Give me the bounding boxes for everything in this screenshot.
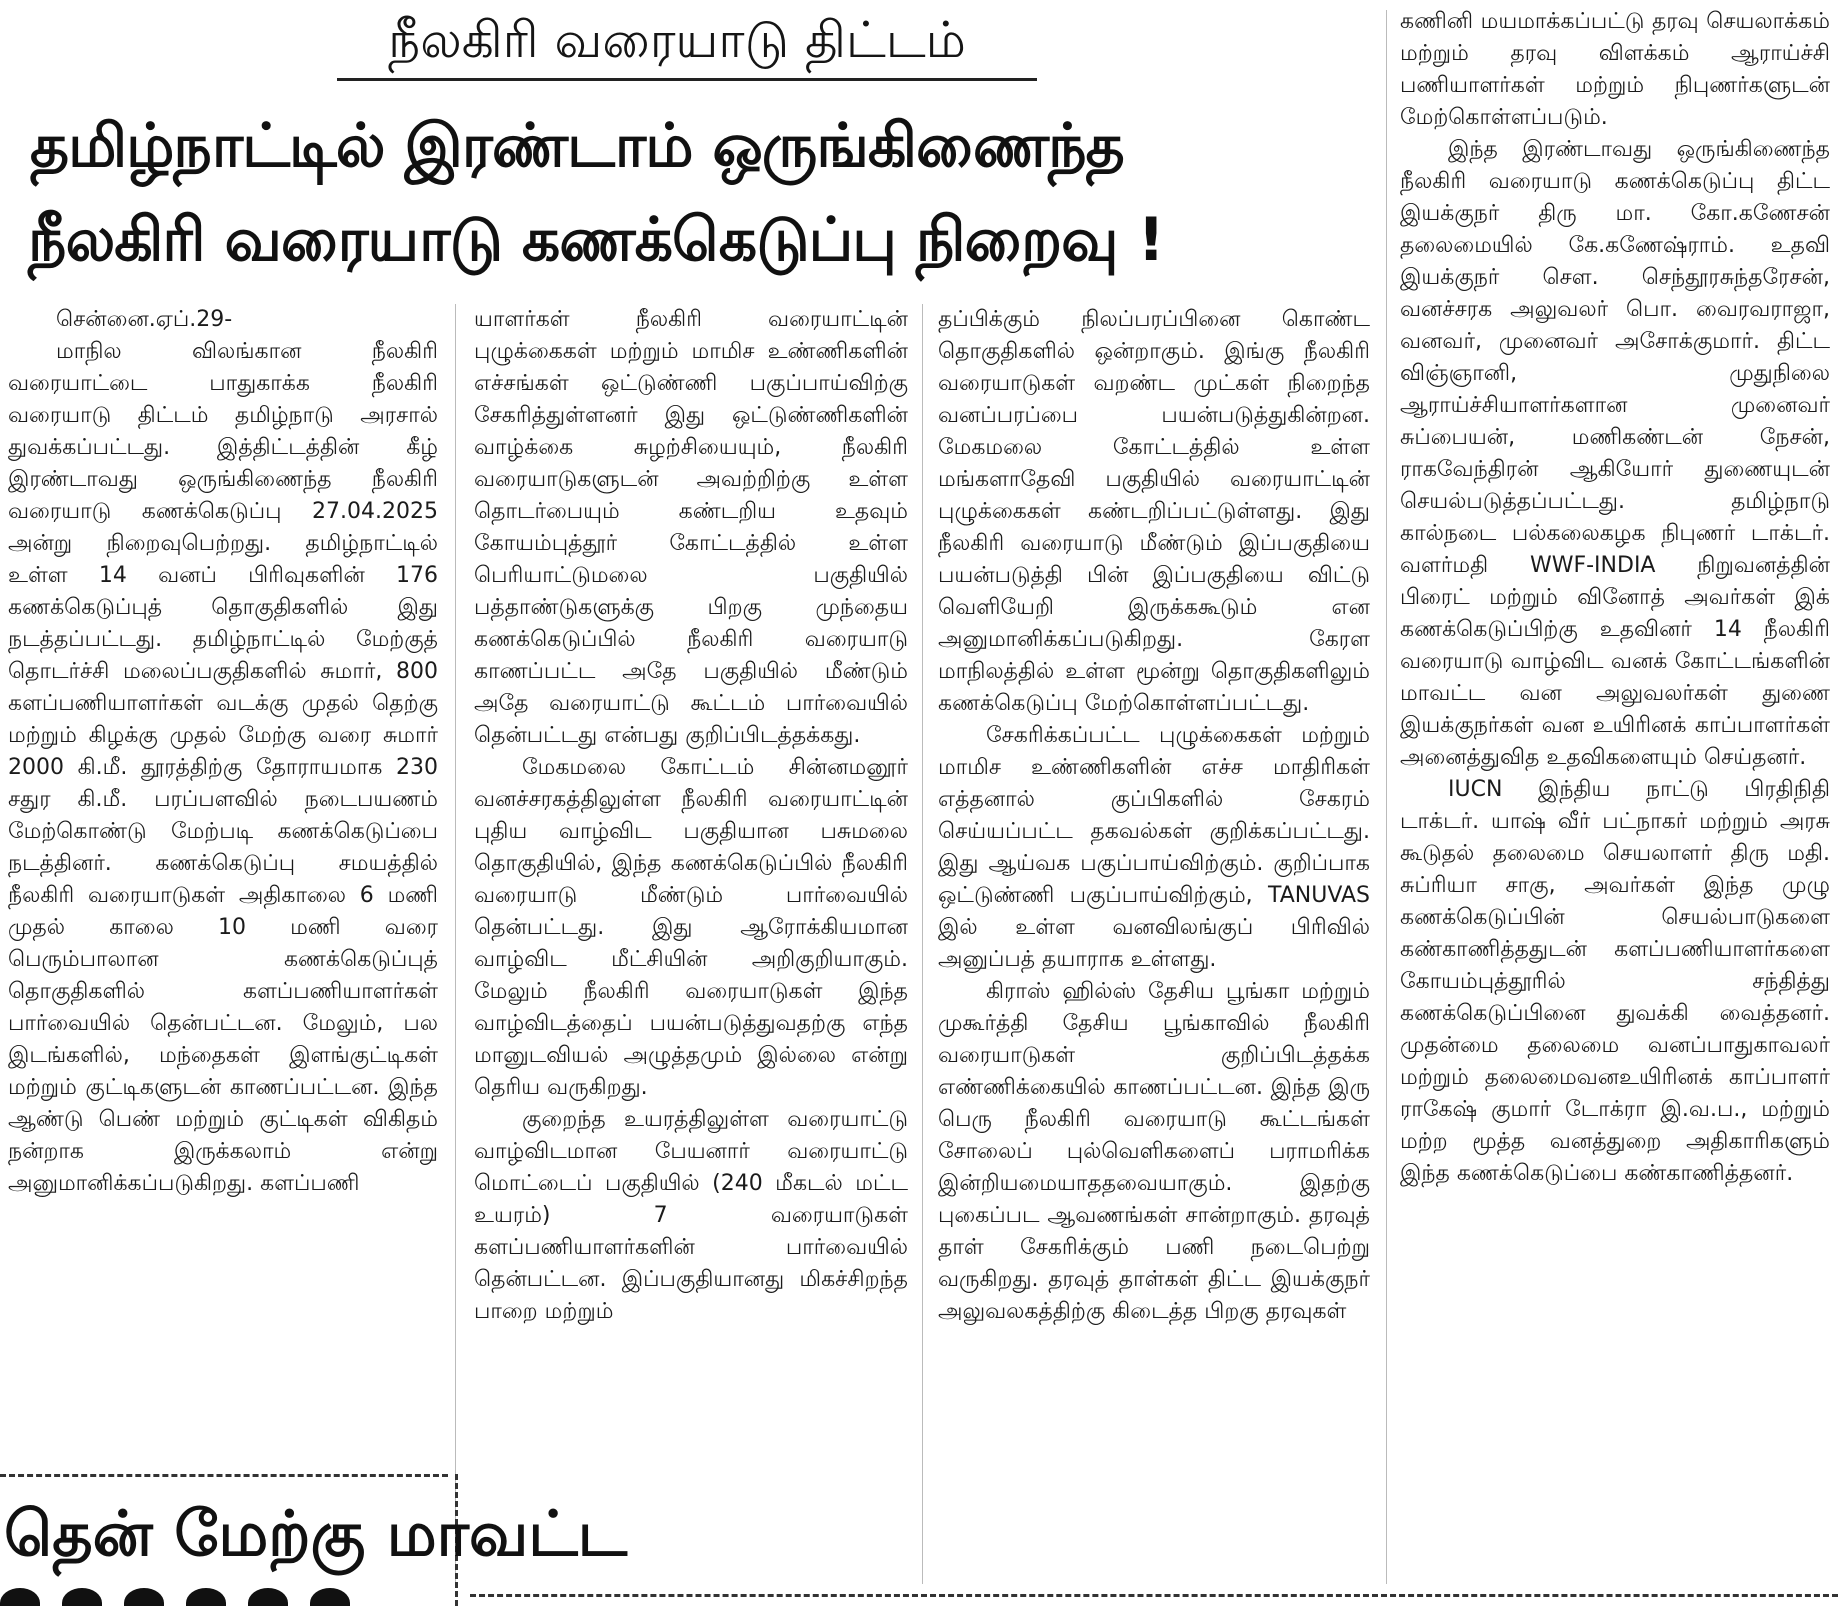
article-column-4 bbox=[1400, 6, 1830, 1590]
next-article-cropped-headline bbox=[0, 1588, 440, 1606]
headline-line-2: நீலகிரி வரையாடு கணக்கெடுப்பு நிறைவு ! bbox=[28, 205, 1164, 275]
article-kicker: நீலகிரி வரையாடு திட்டம் bbox=[388, 11, 966, 69]
column-separator bbox=[455, 304, 456, 1584]
kicker-underline bbox=[337, 78, 1037, 81]
article-column-3 bbox=[938, 304, 1370, 1590]
dateline: சென்னை.ஏப்.29- bbox=[56, 307, 233, 332]
column-4-paragraph-3: IUCN இந்திய நாட்டு பிரதிநிதி டாக்டர். யாஷ் வீர் பட்நாகர் மற்றும் அரசு கூடுதல் தலைமை செயலாளர் திரு மதி. சுப்ரியா சாகு, அவர்கள் இந்த முழு கணக்கெடுப்பின் செயல்பாடுகளை கண்காணித்ததுடன் களப்பணியாளர்களை கோயம்புத்தூரில் சந்தித்து கணக்கெடுப்பினை துவக்கி வைத்தனர். முதன்மை தலைமை வனப்பாதுகாவலர் மற்றும் தலைமைவனஉயிரினக் காப்பாளர் ராகேஷ் குமார் டோக்ரா இ.வ.ப., மற்றும் மற்ற மூத்த வனத்துறை அதிகாரிகளும் இந்த கணக்கெடுப்பை கண்காணித்தனர். bbox=[1400, 777, 1830, 1186]
column-4-paragraph-1: கணினி மயமாக்கப்பட்டு தரவு செயலாக்கம் மற்றும் தரவு விளக்கம் ஆராய்ச்சி பணியாளர்கள் மற்றும் நிபுணர்களுடன் மேற்கொள்ளப்படும். bbox=[1400, 9, 1830, 130]
section-divider-dashed bbox=[470, 1594, 1838, 1597]
column-3-paragraph-2: சேகரிக்கப்பட்ட புழுக்கைகள் மற்றும் மாமிச உண்ணிகளின் எச்ச மாதிரிகள் எத்தனால் குப்பிகளில் சேகரம் செய்யப்பட்ட தகவல்கள் குறிக்கப்பட்டது. இது ஆய்வக பகுப்பாய்விற்கும். குறிப்பாக ஒட்டுண்ணி பகுப்பாய்விற்கும், TANUVAS இல் உள்ள வனவிலங்குப் பிரிவில் அனுப்பத் தயாராக உள்ளது. bbox=[938, 723, 1370, 972]
column-1-paragraph: மாநில விலங்கான நீலகிரி வரையாட்டை பாதுகாக்க நீலகிரி வரையாடு திட்டம் தமிழ்நாடு அரசால் துவக்கப்பட்டது. இத்திட்டத்தின் கீழ் இரண்டாவது ஒருங்கிணைந்த நீலகிரி வரையாடு கணக்கெடுப்பு 27.04.2025 அன்று நிறைவுபெற்றது. தமிழ்நாட்டில் உள்ள 14 வனப் பிரிவுகளின் 176 கணக்கெடுப்புத் தொகுதிகளில் இது நடத்தப்பட்டது. தமிழ்நாட்டில் மேற்குத் தொடர்ச்சி மலைப்பகுதிகளில் சுமார், 800 களப்பணியாளர்கள் வடக்கு முதல் தெற்கு மற்றும் கிழக்கு முதல் மேற்கு வரை சுமார் 2000 கி.மீ. தூரத்திற்கு தோராயமாக 230 சதுர கி.மீ. பரப்பளவில் நடைபயணம் மேற்கொண்டு மேற்படி கணக்கெடுப்பை நடத்தினர். கணக்கெடுப்பு சமயத்தில் நீலகிரி வரையாடுகள் அதிகாலை 6 மணி முதல் காலை 10 மணி வரை பெரும்பாலான கணக்கெடுப்புத் தொகுதிகளில் களப்பணியாளர்கள் பார்வையில் தென்பட்டன. மேலும், பல இடங்களில், மந்தைகள் இளங்குட்டிகள் மற்றும் குட்டிகளுடன் காணப்பட்டன. இந்த ஆண்டு பெண் மற்றும் குட்டிகள் விகிதம் நன்றாக இருக்கலாம் என்று அனுமானிக்கப்படுகிறது. களப்பணி bbox=[8, 339, 438, 1196]
section-divider-dashed bbox=[0, 1474, 448, 1477]
article-column-2 bbox=[474, 304, 908, 1590]
column-2-paragraph-1: யாளர்கள் நீலகிரி வரையாட்டின் புழுக்கைகள் மற்றும் மாமிச உண்ணிகளின் எச்சங்கள் ஒட்டுண்ணி பகுப்பாய்விற்கு சேகரித்துள்ளனர் இது ஒட்டுண்ணிகளின் வாழ்க்கை சுழற்சியையும், நீலகிரி வரையாடுகளுடன் அவற்றிற்கு உள்ள தொடர்பையும் கண்டறிய உதவும் கோயம்புத்தூர் கோட்டத்தில் உள்ள பெரியாட்டுமலை பகுதியில் பத்தாண்டுகளுக்கு பிறகு முந்தைய கணக்கெடுப்பில் நீலகிரி வரையாடு காணப்பட்ட அதே பகுதியில் மீண்டும் அதே வரையாட்டு கூட்டம் பார்வையில் தென்பட்டது என்பது குறிப்பிடத்தக்கது. bbox=[474, 307, 908, 748]
column-3-paragraph-1: தப்பிக்கும் நிலப்பரப்பினை கொண்ட தொகுதிகளில் ஒன்றாகும். இங்கு நீலகிரி வரையாடுகள் வறண்ட முட்கள் நிறைந்த வனப்பரப்பை பயன்படுத்துகின்றன. மேகமலை கோட்டத்தில் உள்ள மங்களாதேவி பகுதியில் வரையாட்டின் புழுக்கைகள் கண்டறிப்பட்டுள்ளது. இது நீலகிரி வரையாடு மீண்டும் இப்பகுதியை பயன்படுத்தி பின் இப்பகுதியை விட்டு வெளியேறி இருக்ககூடும் என அனுமானிக்கப்படுகிறது. கேரள மாநிலத்தில் உள்ள மூன்று தொகுதிகளிலும் கணக்கெடுப்பு மேற்கொள்ளப்பட்டது. bbox=[938, 307, 1370, 716]
column-3-paragraph-3: கிராஸ் ஹில்ஸ் தேசிய பூங்கா மற்றும் முகூர்த்தி தேசிய பூங்காவில் நீலகிரி வரையாடுகள் குறிப்பிடத்தக்க எண்ணிக்கையில் காணப்பட்டன. இந்த இரு பெரு நீலகிரி வரையாடு கூட்டங்கள் சோலைப் புல்வெளிகளைப் பராமரிக்க இன்றியமையாததவையாகும். இதற்கு புகைப்பட ஆவணங்கள் சான்றாகும். தரவுத் தாள் சேகரிக்கும் பணி நடைபெற்று வருகிறது. தரவுத் தாள்கள் திட்ட இயக்குநர் அலுவலகத்திற்கு கிடைத்த பிறகு தரவுகள் bbox=[938, 979, 1370, 1324]
column-4-paragraph-2: இந்த இரண்டாவது ஒருங்கிணைந்த நீலகிரி வரையாடு கணக்கெடுப்பு திட்ட இயக்குநர் திரு மா. கோ.கணேசன் தலைமையில் கே.கணேஷ்ராம். உதவி இயக்குநர் செள. செந்தூரசுந்தரேசன், வனச்சரக அலுவலர் பொ. வைரவராஜா, வனவர், முனைவர் அசோக்குமார். திட்ட விஞ்ஞானி, முதுநிலை ஆராய்ச்சியாளர்களான முனைவர் சுப்பையன், மணிகண்டன் நேசன், ராகவேந்திரன் ஆகியோர் துணையுடன் செயல்படுத்தப்பட்டது. தமிழ்நாடு கால்நடை பல்கலைகழக நிபுணர் டாக்டர். வளர்மதி WWF-INDIA நிறுவனத்தின் பிரைட் மற்றும் வினோத் அவர்கள் இக் கணக்கெடுப்பிற்கு உதவினர் 14 நீலகிரி வரையாடு வாழ்விட வனக் கோட்டங்களின் மாவட்ட வன அலுவலர்கள் துணை இயக்குநர்கள் வன உயிரினக் காப்பாளர்கள் அனைத்துவித உதவிகளையும் செய்தனர். bbox=[1400, 137, 1830, 770]
next-article-headline: தென் மேற்கு மாவட்ட bbox=[4, 1497, 628, 1570]
column-separator bbox=[922, 304, 923, 1584]
article-column-1 bbox=[8, 304, 438, 1614]
column-2-paragraph-2: மேகமலை கோட்டம் சின்னமனூர் வனச்சரகத்திலுள்ள நீலகிரி வரையாட்டின் புதிய வாழ்விட பகுதியான பசுமலை தொகுதியில், இந்த கணக்கெடுப்பில் நீலகிரி வரையாடு மீண்டும் பார்வையில் தென்பட்டது. இது ஆரோக்கியமான வாழ்விட மீட்சியின் அறிகுறியாகும். மேலும் நீலகிரி வரையாடுகள் இந்த வாழ்விடத்தைப் பயன்படுத்துவதற்கு எந்த மானுடவியல் அழுத்தமும் இல்லை என்று தெரிய வருகிறது. bbox=[474, 755, 908, 1100]
column-2-paragraph-3: குறைந்த உயரத்திலுள்ள வரையாட்டு வாழ்விடமான பேயனார் வரையாட்டு மொட்டைப் பகுதியில் (240 மீகடல் மட்ட உயரம்) 7 வரையாடுகள் களப்பணியாளர்களின் பார்வையில் தென்பட்டன. இப்பகுதியானது மிகச்சிறந்த பாறை மற்றும் bbox=[474, 1107, 908, 1324]
column-separator bbox=[1386, 10, 1387, 1584]
headline-line-1: தமிழ்நாட்டில் இரண்டாம் ஒருங்கிணைந்த bbox=[30, 111, 1124, 181]
